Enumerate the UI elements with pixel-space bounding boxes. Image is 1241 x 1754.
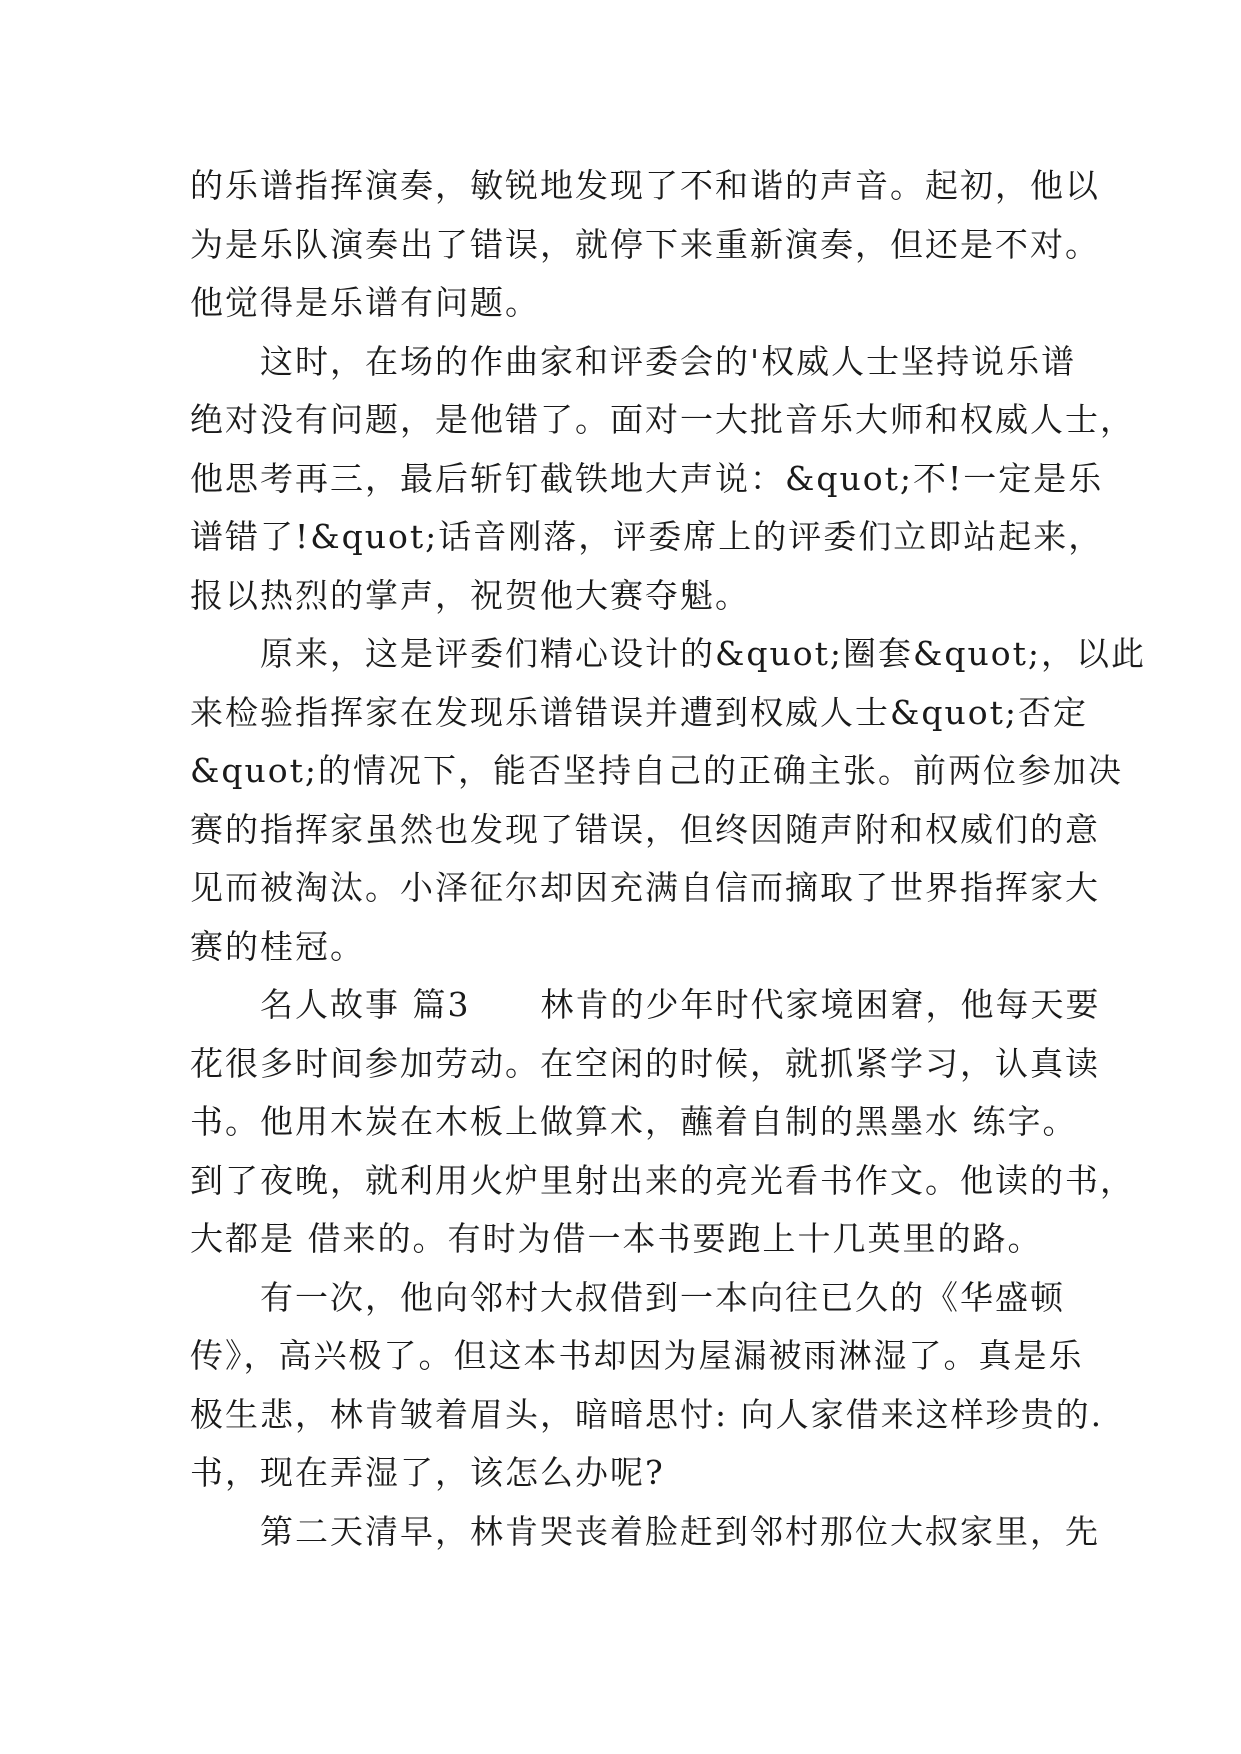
text-line: 他觉得是乐谱有问题。: [190, 283, 540, 322]
text-line: 书。他用木炭在木板上做算术，蘸着自制的黑墨水 练字。: [190, 1102, 1078, 1141]
text-line: 绝对没有问题，是他错了。面对一大批音乐大师和权威人士，: [190, 400, 1135, 439]
text-line: 名人故事 篇3 林肯的少年时代家境困窘，他每天要: [190, 985, 1101, 1024]
text-line: 这时，在场的作曲家和评委会的'权威人士坚持说乐谱: [190, 341, 1077, 381]
text-line: 花很多时间参加劳动。在空闲的时候，就抓紧学习，认真读: [190, 1043, 1100, 1083]
body-text: [190, 157, 1146, 1561]
text-line: 为是乐队演奏出了错误，就停下来重新演奏，但还是不对。: [190, 224, 1100, 264]
text-line: 报以热烈的掌声，祝贺他大赛夺魁。: [190, 575, 750, 615]
text-line: 的乐谱指挥演奏，敏锐地发现了不和谐的声音。起初，他以: [190, 166, 1100, 205]
text-line: 大都是 借来的。有时为借一本书要跑上十几英里的路。: [190, 1219, 1043, 1258]
text-line: 传》，高兴极了。但这本书却因为屋漏被雨淋湿了。真是乐: [190, 1336, 1084, 1375]
text-line: 谱错了!&quot;话音刚落，评委席上的评委们立即站起来，: [190, 517, 1104, 556]
text-line: 到了夜晚，就利用火炉里射出来的亮光看书作文。他读的书，: [190, 1160, 1135, 1200]
text-line: 见而被淘汰。小泽征尔却因充满自信而摘取了世界指挥家大: [190, 868, 1100, 907]
text-line: 第二天清早，林肯哭丧着脸赶到邻村那位大叔家里，先: [190, 1511, 1100, 1551]
text-line: 原来，这是评委们精心设计的&quot;圈套&quot;，以此: [190, 634, 1146, 673]
text-line: 来检验指挥家在发现乐谱错误并遭到权威人士&quot;否定: [190, 692, 1088, 732]
text-line: 极生悲，林肯皱着眉头，暗暗思忖: 向人家借来这样珍贵的.: [190, 1394, 1104, 1434]
text-line: 赛的指挥家虽然也发现了错误，但终因随声附和权威们的意: [190, 809, 1100, 849]
text-line: 有一次，他向邻村大叔借到一本向往已久的《华盛顿: [190, 1277, 1065, 1317]
text-line: 书，现在弄湿了，该怎么办呢?: [190, 1453, 665, 1492]
text-line: 赛的桂冠。: [190, 926, 365, 966]
text-line: &quot;的情况下，能否坚持自己的正确主张。前两位参加决: [190, 751, 1123, 790]
text-line: 他思考再三，最后斩钉截铁地大声说：&quot;不!一定是乐: [190, 458, 1104, 498]
